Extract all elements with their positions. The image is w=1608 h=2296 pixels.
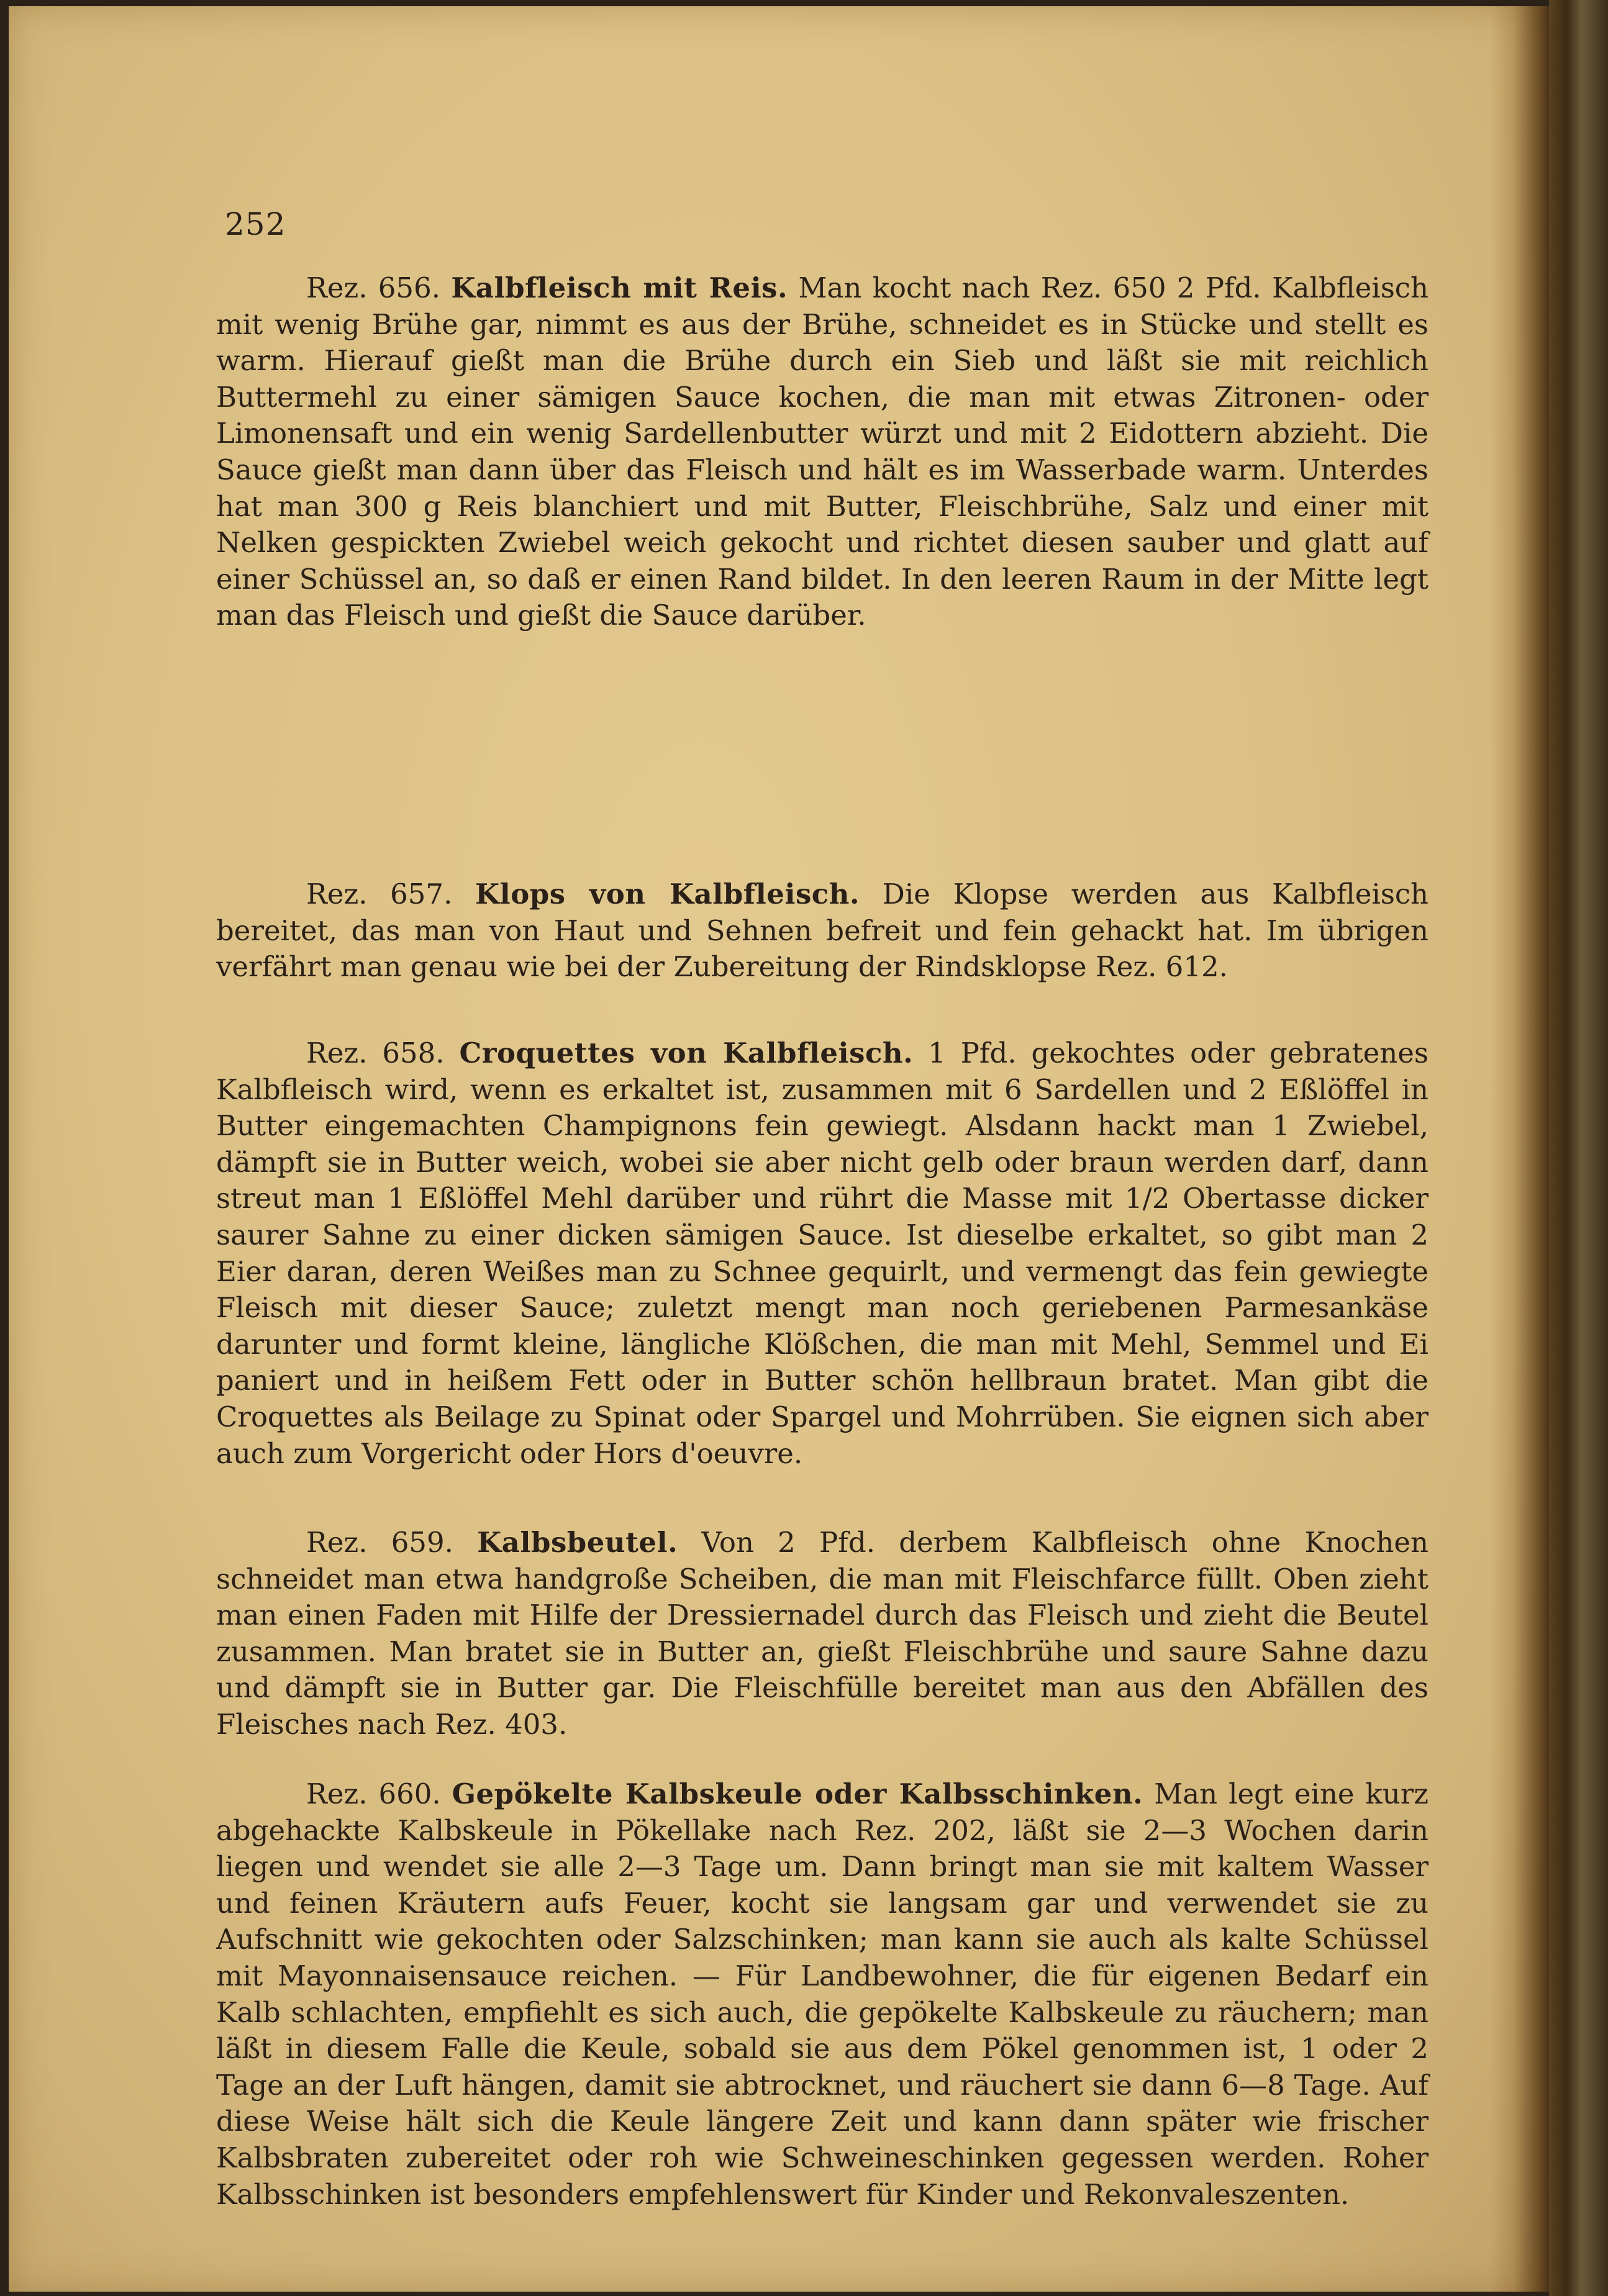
recipe-number: Rez. 658.: [306, 1037, 445, 1069]
recipe-title: Klops von Kalbfleisch.: [475, 878, 860, 910]
recipe-title: Croquettes von Kalbfleisch.: [459, 1037, 914, 1069]
recipe-title: Gepökelte Kalbskeule oder Kalbsschinken.: [452, 1777, 1143, 1810]
recipe-text: Von 2 Pfd. derbem Kalbfleisch ohne Knochen schneidet man etwa handgroße Scheiben, die man mit Fleischfarce füllt. Oben zieht man einen Faden mit Hilfe der Dressiernadel durch das Fleisch und zieht die Beutel zusammen. Man bratet sie in Butter an, gießt Fleischbrühe und saure Sahne dazu und dämpft sie in Butter gar. Die Fleischfülle bereitet man aus den Abfällen des Fleisches nach Rez. 403.: [216, 1526, 1429, 1741]
recipe-title: Kalbsbeutel.: [477, 1526, 678, 1559]
recipe-text: Man kocht nach Rez. 650 2 Pfd. Kalbfleisch mit wenig Brühe gar, nimmt es aus der Brühe, schneidet es in Stücke und stellt es warm. Hierauf gießt man die Brühe durch ein Sieb und läßt sie mit reichlich Buttermehl zu einer sämigen Sauce kochen, die man mit etwas Zitronen- oder Limonensaft und ein wenig Sardellenbutter würzt und mit 2 Eidottern abzieht. Die Sauce gießt man dann über das Fleisch und hält es im Wasserbade warm. Unterdes hat man 300 g Reis blanchiert und mit Butter, Fleischbrühe, Salz und einer mit Nelken gespickten Zwiebel weich gekocht und richtet diesen sauber und glatt auf einer Schüssel an, so daß er einen Rand bildet. In den leeren Raum in der Mitte legt man das Fleisch und gießt die Sauce darüber.: [216, 271, 1429, 632]
recipe-text: Die Klopse werden aus Kalbfleisch bereitet, das man von Haut und Sehnen befreit und fein gehackt hat. Im übrigen verfährt man genau wie bei der Zubereitung der Rindsklopse Rez. 612.: [216, 878, 1429, 984]
recipe-number: Rez. 659.: [306, 1526, 453, 1559]
recipe-659: [216, 1525, 1429, 1743]
recipe-number: Rez. 660.: [306, 1777, 441, 1810]
recipe-658: [216, 1035, 1429, 1472]
book-edge: [1549, 0, 1608, 2296]
recipe-number: Rez. 657.: [306, 878, 453, 910]
page-number: 252: [225, 206, 286, 242]
recipe-number: Rez. 656.: [306, 271, 441, 304]
recipe-text: 1 Pfd. gekochtes oder gebratenes Kalbfleisch wird, wenn es erkaltet ist, zusammen mit 6 Sardellen und 2 Eßlöffel in Butter eingemachten Champignons fein gewiegt. Alsdann hackt man 1 Zwiebel, dämpft sie in Butter weich, wobei sie aber nicht gelb oder braun werden darf, dann streut man 1 Eßlöffel Mehl darüber und rührt die Masse mit 1/2 Obertasse dicker saurer Sahne zu einer dicken sämigen Sauce. Ist dieselbe erkaltet, so gibt man 2 Eier daran, deren Weißes man zu Schnee gequirlt, und vermengt das fein gewiegte Fleisch mit dieser Sauce; zuletzt mengt man noch geriebenen Parmesankäse darunter und formt kleine, längliche Klößchen, die man mit Mehl, Semmel und Ei paniert und in heißem Fett oder in Butter schön hellbraun bratet. Man gibt die Croquettes als Beilage zu Spinat oder Spargel und Mohrrüben. Sie eignen sich aber auch zum Vorgericht oder Hors d'oeuvre.: [216, 1037, 1429, 1470]
recipe-title: Kalbfleisch mit Reis.: [451, 271, 788, 304]
recipe-660: [216, 1776, 1429, 2213]
page-gutter-shadow: [1490, 6, 1549, 2292]
recipe-656: [216, 270, 1429, 634]
recipe-657: [216, 876, 1429, 986]
recipe-text: Man legt eine kurz abgehackte Kalbskeule in Pökellake nach Rez. 202, läßt sie 2—3 Wochen darin liegen und wendet sie alle 2—3 Tage um. Dann bringt man sie mit kaltem Wasser und feinen Kräutern aufs Feuer, kocht sie langsam gar und verwendet sie zu Aufschnitt wie gekochten oder Salzschinken; man kann sie auch als kalte Schüssel mit Mayonnaisensauce reichen. — Für Landbewohner, die für eigenen Bedarf ein Kalb schlachten, empfiehlt es sich auch, die gepökelte Kalbskeule zu räuchern; man läßt in diesem Falle die Keule, sobald sie aus dem Pökel genommen ist, 1 oder 2 Tage an der Luft hängen, damit sie abtrocknet, und räuchert sie dann 6—8 Tage. Auf diese Weise hält sich die Keule längere Zeit und kann dann später wie frischer Kalbsbraten zubereitet oder roh wie Schweineschinken gegessen werden. Roher Kalbsschinken ist besonders empfehlenswert für Kinder und Rekonvaleszenten.: [216, 1777, 1429, 2211]
